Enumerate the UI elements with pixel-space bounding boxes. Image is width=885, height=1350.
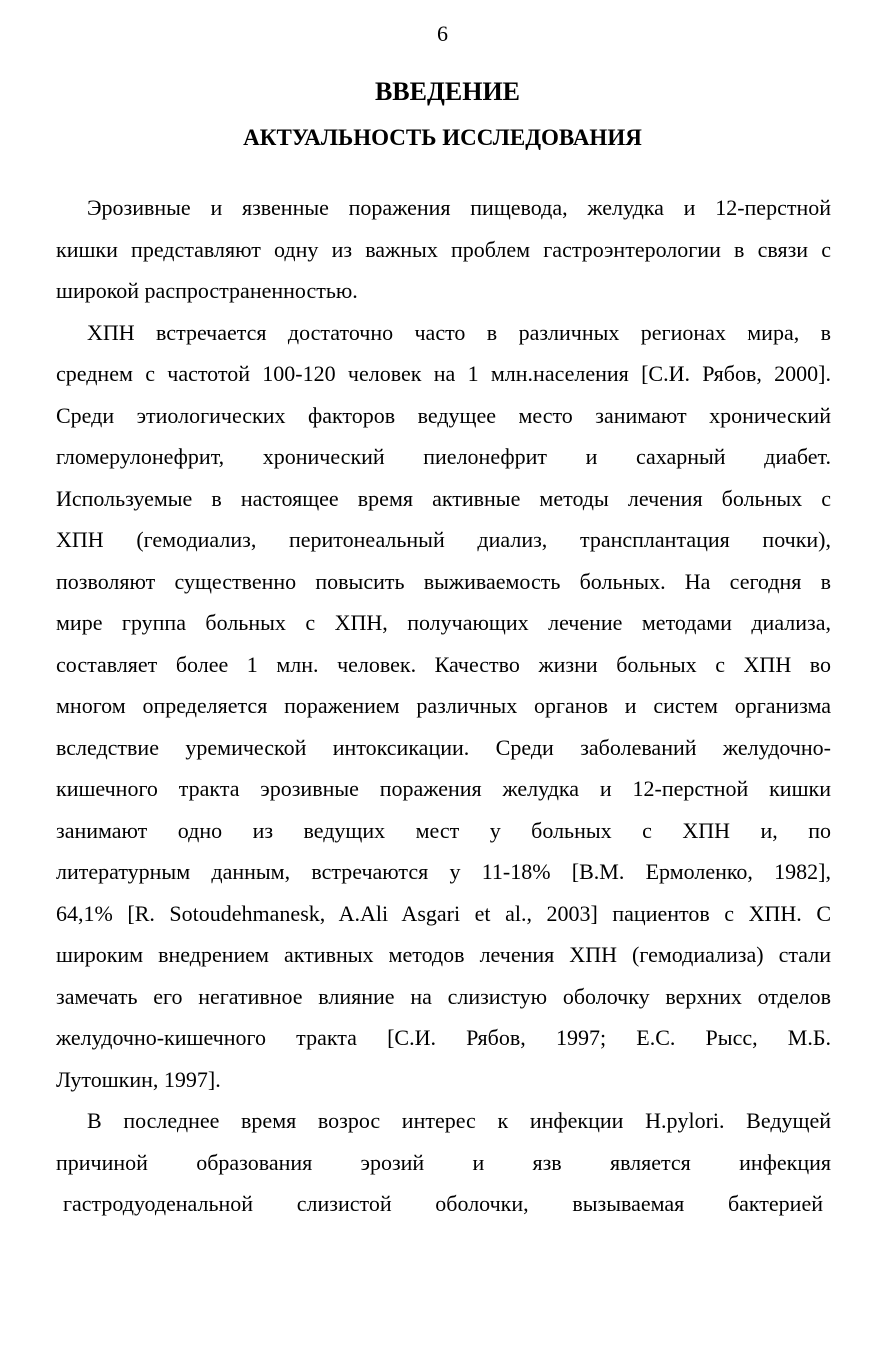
text-line: причиной образования эрозий и язв является инфекция (56, 1149, 831, 1175)
text-line: составляет более 1 млн. человек. Качество жизни больных с ХПН во (56, 651, 831, 677)
text-line: широкой распространенностью. (56, 278, 358, 303)
text-line: ХПН (гемодиализ, перитонеальный диализ, трансплантация почки), (56, 527, 831, 552)
text-line: желудочно-кишечного тракта [С.И. Рябов, 1997; Е.С. Рысс, М.Б. (56, 1025, 831, 1050)
text-line: многом определяется поражением различных органов и систем организма (56, 693, 831, 718)
text-line: 64,1% [R. Sotoudehmanesk, A.Ali Asgari et al., 2003] пациентов с ХПН. С (56, 900, 831, 926)
text-line: среднем с частотой 100-120 человек на 1 млн.населения [С.И. Рябов, 2000]. (56, 361, 831, 386)
section-subheading: АКТУАЛЬНОСТЬ ИССЛЕДОВАНИЯ (243, 125, 642, 150)
text-line: гастродуоденальной слизистой оболочки, вызываемая бактерией (63, 1191, 823, 1216)
text-line: кишечного тракта эрозивные поражения желудка и 12-перстной кишки (56, 776, 831, 801)
text-line: гломерулонефрит, хронический пиелонефрит и сахарный диабет. (56, 444, 831, 469)
text-line: занимают одно из ведущих мест у больных с ХПН и, по (56, 817, 831, 843)
paragraph-3 (56, 1100, 831, 1225)
text-line: ХПН встречается достаточно часто в различных регионах мира, в (87, 319, 831, 345)
text-line: замечать его негативное влияние на слизистую оболочку верхних отделов (56, 983, 831, 1009)
text-line: Среди этиологических факторов ведущее место занимают хронический (56, 402, 831, 428)
text-line: В последнее время возрос интерес к инфекции H.pylori. Ведущей (87, 1108, 831, 1133)
text-line: Лутошкин, 1997]. (56, 1066, 221, 1092)
text-line: литературным данным, встречаются у 11-18% [В.М. Ермоленко, 1982], (56, 859, 831, 884)
chapter-heading: ВВЕДЕНИЕ (374, 77, 521, 106)
text-line: вследствие уремической интоксикации. Среди заболеваний желудочно- (56, 734, 831, 760)
paragraph-1 (56, 187, 831, 312)
text-line: мире группа больных с ХПН, получающих лечение методами диализа, (56, 610, 831, 635)
text-line: Эрозивные и язвенные поражения пищевода, желудка и 12-перстной (87, 195, 831, 220)
page-number: 6 (437, 21, 448, 46)
text-line: позволяют существенно повысить выживаемость больных. На сегодня в (56, 568, 831, 594)
body-text (56, 187, 831, 1225)
paragraph-2 (56, 312, 831, 1101)
text-line: кишки представляют одну из важных проблем гастроэнтерологии в связи с (56, 236, 831, 262)
text-line: Используемые в настоящее время активные методы лечения больных с (56, 485, 831, 511)
text-line: широким внедрением активных методов лечения ХПН (гемодиализа) стали (56, 942, 831, 967)
